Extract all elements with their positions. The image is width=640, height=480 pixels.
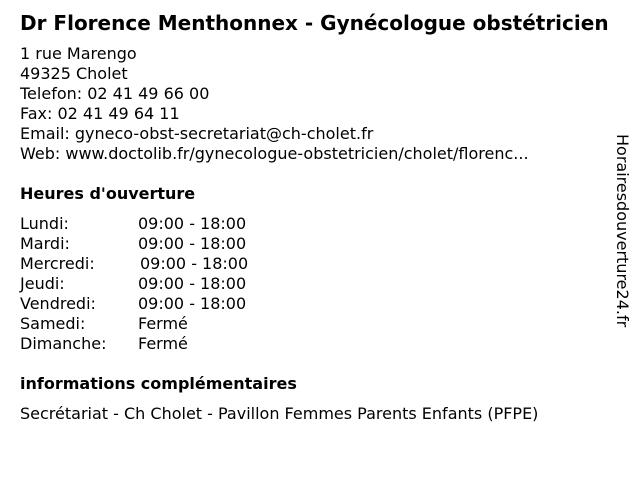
address-city: 49325 Cholet bbox=[20, 64, 128, 83]
info-text: Secrétariat - Ch Cholet - Pavillon Femmes Parents Enfants (PFPE) bbox=[20, 404, 539, 423]
contact-block bbox=[20, 44, 529, 164]
time-value: Fermé bbox=[138, 334, 188, 353]
hours-row-monday bbox=[20, 214, 320, 234]
hours-row-wednesday bbox=[20, 254, 320, 274]
hours-row-friday bbox=[20, 294, 320, 314]
hours-heading: Heures d'ouverture bbox=[20, 184, 196, 203]
day-label: Jeudi: bbox=[20, 274, 65, 293]
hours-row-sunday bbox=[20, 334, 320, 354]
day-label: Dimanche: bbox=[20, 334, 107, 353]
info-heading: informations complémentaires bbox=[20, 374, 297, 393]
day-label: Lundi: bbox=[20, 214, 69, 233]
fax-number: Fax: 02 41 49 64 11 bbox=[20, 104, 180, 123]
day-label: Vendredi: bbox=[20, 294, 96, 313]
hours-row-tuesday bbox=[20, 234, 320, 254]
address-street: 1 rue Marengo bbox=[20, 44, 137, 63]
time-value: 09:00 - 18:00 bbox=[138, 294, 247, 313]
phone-number: Telefon: 02 41 49 66 00 bbox=[20, 84, 210, 103]
time-value: 09:00 - 18:00 bbox=[138, 274, 247, 293]
time-value: 09:00 - 18:00 bbox=[138, 234, 247, 253]
day-label: Samedi: bbox=[20, 314, 86, 333]
time-value: 09:00 - 18:00 bbox=[138, 214, 247, 233]
opening-hours-list bbox=[20, 214, 320, 354]
page-title: Dr Florence Menthonnex - Gynécologue obstétricien bbox=[20, 11, 609, 35]
hours-row-thursday bbox=[20, 274, 320, 294]
day-label: Mercredi: bbox=[20, 254, 95, 273]
email-address: Email: gyneco-obst-secretariat@ch-cholet.fr bbox=[20, 124, 374, 143]
watermark-text: Horairesdouverture24.fr bbox=[613, 134, 632, 328]
time-value: Fermé bbox=[138, 314, 188, 333]
day-label: Mardi: bbox=[20, 234, 70, 253]
hours-row-saturday bbox=[20, 314, 320, 334]
time-value: 09:00 - 18:00 bbox=[140, 254, 249, 273]
website-link: Web: www.doctolib.fr/gynecologue-obstetricien/cholet/florenc... bbox=[20, 144, 529, 163]
